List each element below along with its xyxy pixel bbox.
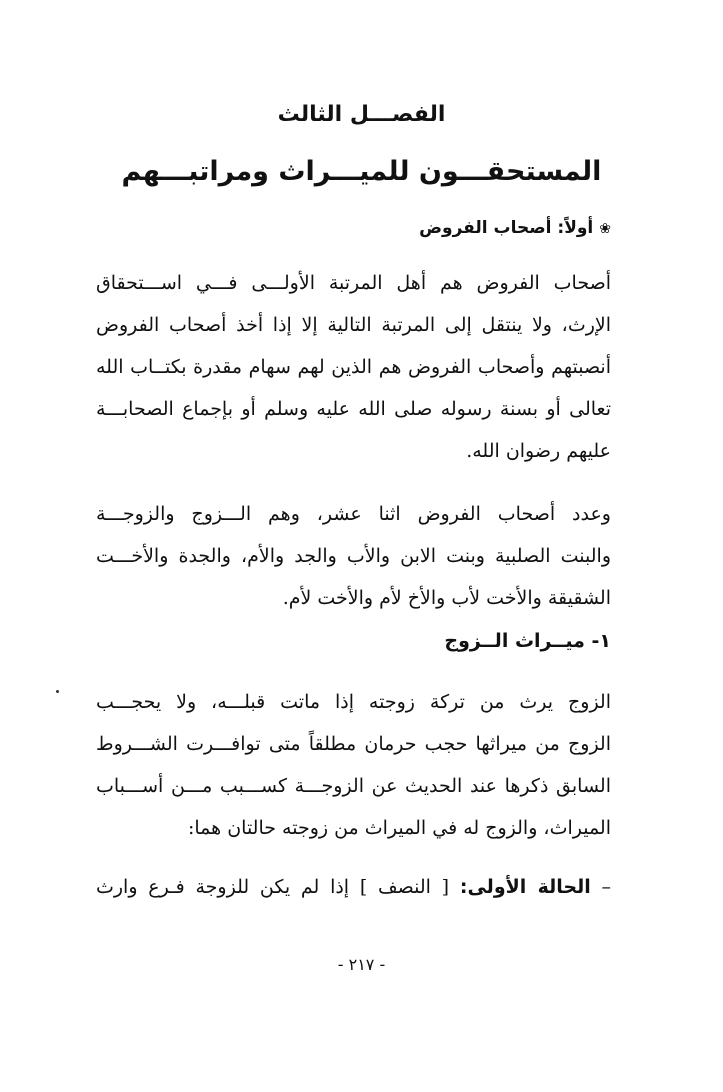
paragraph-count-of-heirs bbox=[96, 493, 611, 619]
paragraph-line: الزوج من ميراثها حجب حرمان مطلقاً متى توافـــرت الشـــروط bbox=[96, 733, 611, 755]
paragraph-line: والبنت الصلبية وبنت الابن والأب والجد والأم، والجدة والأخـــت bbox=[96, 545, 611, 567]
page-number: - ٢١٧ - bbox=[337, 955, 386, 974]
flower-bullet-icon: ❀ bbox=[599, 221, 611, 237]
paragraph-line: الإرث، ولا ينتقل إلى المرتبة التالية إلا إذا أخذ أصحاب الفروض bbox=[96, 314, 611, 336]
section-heading bbox=[419, 218, 611, 238]
chapter-title: المستحقـــون للميـــراث ومراتبـــهم bbox=[121, 156, 602, 187]
paragraph-line: تعالى أو بسنة رسوله صلى الله عليه وسلم أو بإجماع الصحابـــة bbox=[96, 398, 611, 420]
state-text: [ النصف ] إذا لم يكن للزوجة فـرع وارث bbox=[96, 876, 450, 898]
state-label: الحالة الأولى: bbox=[459, 876, 591, 898]
paragraph-ashab-al-furud bbox=[96, 262, 611, 472]
list-dash: – bbox=[601, 876, 611, 898]
paragraph-line: أنصبتهم وأصحاب الفروض هم الذين لهم سهام مقدرة بكتــاب الله bbox=[96, 356, 611, 378]
print-speck bbox=[56, 690, 59, 693]
paragraph-line: الزوج يرث من تركة زوجته إذا ماتت قبلـــه، ولا يحجـــب bbox=[96, 691, 611, 713]
paragraph-line: عليهم رضوان الله. bbox=[466, 440, 611, 462]
subsection-heading: ١- ميــراث الــزوج bbox=[444, 630, 611, 652]
paragraph-line: أصحاب الفروض هم أهل المرتبة الأولـــى فـــي اســـتحقاق bbox=[96, 272, 611, 294]
paragraph-line: وعدد أصحاب الفروض اثنا عشر، وهم الـــزوج والزوجـــة bbox=[96, 503, 611, 525]
paragraph-husband-inheritance bbox=[96, 681, 611, 849]
section-heading-text: أولاً: أصحاب الفروض bbox=[419, 218, 594, 238]
paragraph-first-state bbox=[96, 866, 611, 908]
chapter-label: الفصـــل الثالث bbox=[277, 102, 446, 127]
paragraph-line: السابق ذكرها عند الحديث عن الزوجـــة كســـبب مـــن أســـباب bbox=[96, 775, 611, 797]
paragraph-line bbox=[96, 866, 611, 908]
paragraph-line: الشقيقة والأخت لأب والأخ لأم والأخت لأم. bbox=[282, 587, 611, 609]
paragraph-line: الميراث، والزوج له في الميراث من زوجته حالتان هما: bbox=[187, 817, 611, 839]
